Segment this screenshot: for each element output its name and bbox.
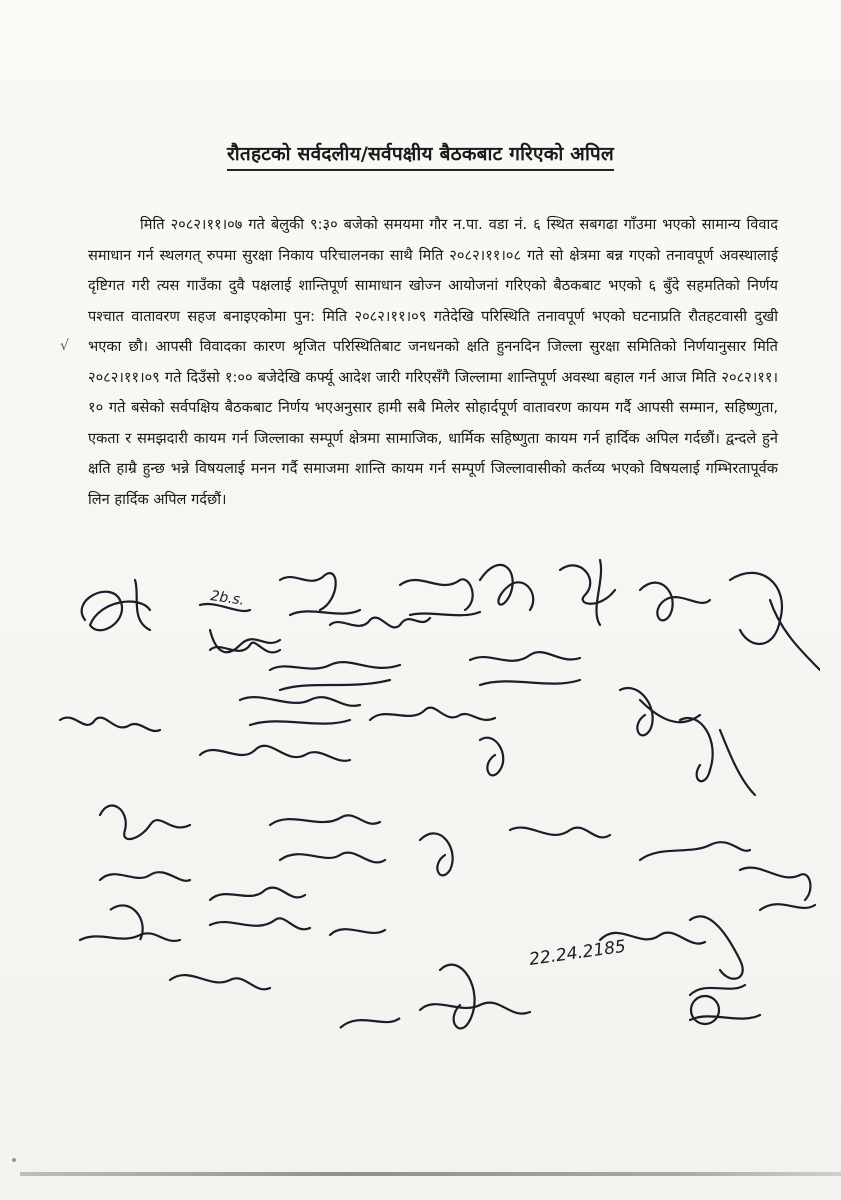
signature-8	[640, 583, 710, 621]
signature-28	[740, 868, 815, 910]
appeal-body: मिति २०८२।११।०७ गते बेलुकी ९:३० बजेको समयमा गौर न.पा. वडा नं. ६ स्थित सबगढा गाँउमा भएको सामान्य विवाद समाधान गर्न स्थलगत् रुपमा सुरक्षा निकाय परिचालनका साथै मिति २०८२।११।०८ गते सो क्षेत्रमा बन्न गएको तनावपूर्ण अवस्थालाई दृष्टिगत गरी त्यस गाउँका दुवै पक्षलाई शान्तिपूर्ण सामाधान खोज्न आयोजनां गरिएको बैठकबाट भएको ६ बुँदे सहमतिको निर्णय पश्चात वातावरण सहज बनाइएकोमा पुन: मिति २०८२।११।०९ गतेदेखि परिस्थिति तनावपूर्ण भएको घटनाप्रति रौतहटवासी दुखी भएका छौ। आपसी विवादका कारण श्रृजित परिस्थितिबाट जनधनको क्षति हुननदिन जिल्ला सुरक्षा समितिको निर्णयानुसार मिति २०८२।११।०९ गते दिउँसो १:०० बजेदेखि कर्फ्यू आदेश जारी गरिएसँगै जिल्लामा शान्तिपूर्ण अवस्था बहाल गर्न आज मिति २०८२।११।१० गते बसेको सर्वपक्षिय बैठकबाट निर्णय भएअनुसार हामी सबै मिलेर सोहार्दपूर्ण वातावरण कायम गर्दै आपसी सम्मान, सहिष्णुता, एकता र समझदारी कायम गर्न जिल्लाका सम्पूर्ण क्षेत्रमा सामाजिक, धार्मिक सहिष्णुता कायम गर्न हार्दिक अपिल गर्दछौं। द्वन्दले हुने क्षति हाम्रै हुन्छ भन्ने विषयलाई मनन गर्दै समाजमा शान्ति कायम गर्न सम्पूर्ण जिल्लावासीको कर्तव्य भएको विषयलाई गम्भिरतापूर्वक लिन हार्दिक अपिल गर्दछौं।	[88, 216, 778, 508]
signature-11	[270, 662, 400, 690]
signature-34	[440, 965, 475, 1029]
signature-annotation-2: 22.24.2185	[527, 936, 628, 970]
signature-22	[420, 833, 453, 875]
signature-37	[690, 985, 760, 1020]
signature-9	[730, 573, 820, 670]
signature-39	[340, 1018, 400, 1028]
margin-mark: √	[60, 338, 69, 354]
signature-38	[691, 996, 719, 1024]
signature-13	[620, 688, 700, 735]
document-title-text: रौतहटको सर्वदलीय/सर्वपक्षीय बैठकबाट गरिएको अपिल	[227, 143, 614, 171]
signature-14	[60, 718, 160, 731]
signature-30	[210, 918, 310, 929]
signature-23	[510, 828, 610, 838]
signature-26	[280, 853, 385, 863]
signature-33	[170, 975, 270, 989]
signature-3	[280, 573, 360, 615]
signature-40	[110, 905, 143, 940]
corner-mark	[12, 1158, 16, 1162]
signature-6	[480, 565, 533, 610]
signature-20	[100, 806, 190, 840]
signatures-area	[40, 540, 820, 1080]
signature-17	[480, 738, 503, 776]
signature-19	[200, 746, 350, 761]
signature-7	[560, 560, 615, 625]
signature-2	[200, 604, 280, 652]
signature-18	[680, 718, 755, 795]
signature-21	[270, 815, 380, 825]
signature-16	[370, 708, 495, 720]
signature-1	[82, 580, 150, 630]
signature-24	[640, 842, 750, 860]
signature-15	[240, 697, 360, 725]
signature-annotation-1: 2b.s.	[209, 588, 246, 609]
page-bottom-edge	[20, 1172, 841, 1176]
signature-5	[400, 579, 480, 615]
signature-29	[80, 933, 180, 941]
signature-32	[690, 916, 743, 978]
signature-27	[210, 888, 305, 900]
signature-31	[330, 929, 385, 935]
signature-12	[470, 652, 580, 685]
signature-25	[100, 872, 190, 881]
signature-4	[330, 618, 430, 628]
document-title	[0, 140, 841, 166]
